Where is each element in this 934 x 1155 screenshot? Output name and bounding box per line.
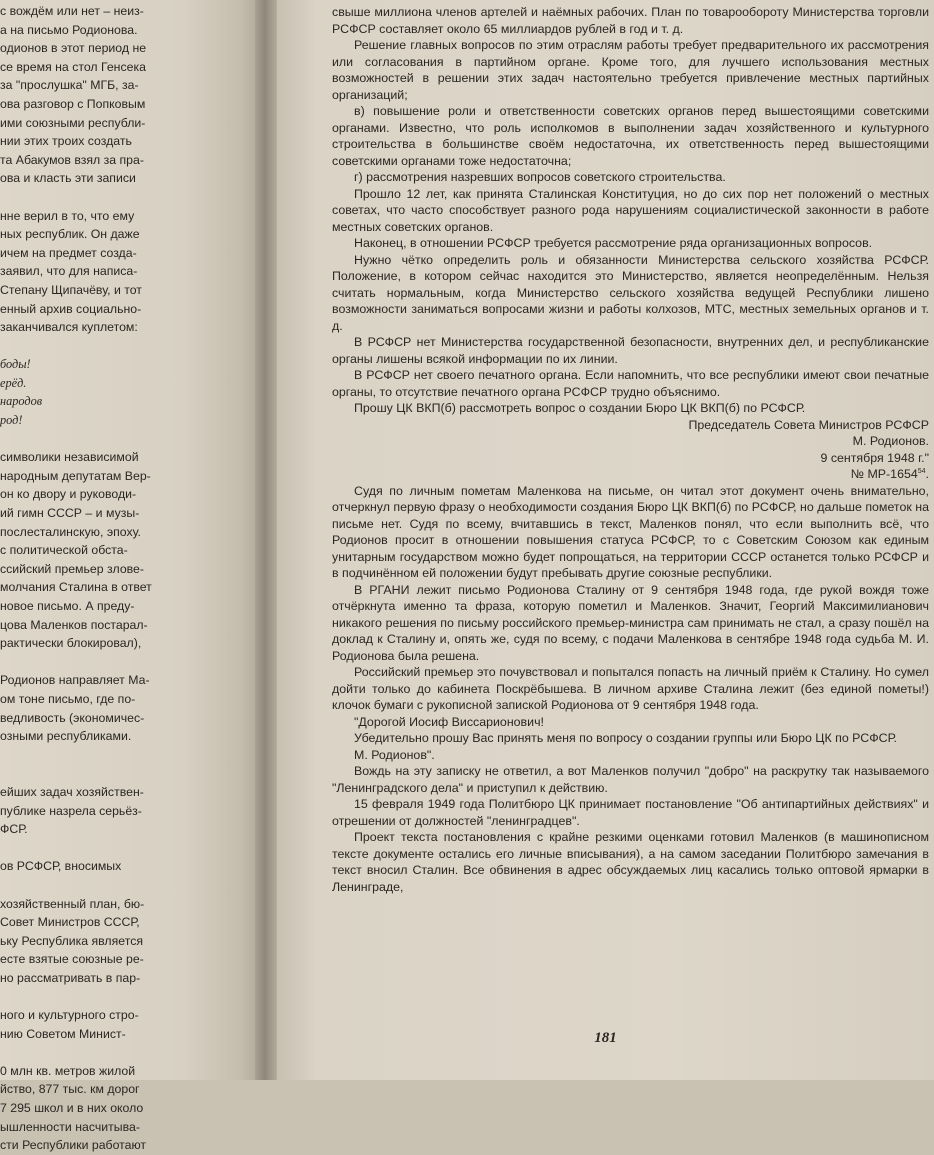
paragraph (332, 400, 929, 417)
paragraph (332, 483, 929, 582)
paragraph (332, 334, 929, 367)
paragraph-text: В РСФСР нет своего печатного органа. Если напомнить, что все республики имеют свои печатные органы, то отсутствие печатного органа РСФСР трудно объяснимо. (332, 368, 929, 399)
signature-line (332, 450, 929, 467)
left-page-line (0, 839, 258, 858)
left-page-line: се время на стол Генсека (0, 59, 146, 74)
left-page-line (0, 653, 258, 672)
paragraph (332, 763, 929, 796)
paragraph (332, 747, 929, 764)
left-page-line: он ко двору и руководи- (0, 487, 137, 502)
left-page-line (0, 987, 258, 1006)
left-page-line: с вождём или нет – неиз- (0, 4, 144, 18)
paragraph-text: М. Родионов". (354, 747, 435, 762)
paragraph (332, 714, 929, 731)
page-number: 181 (594, 1030, 617, 1046)
trailing-punctuation: . (925, 467, 929, 481)
left-page-text (0, 2, 258, 1155)
paragraph-text: В РГАНИ лежит письмо Родионова Сталину от 9 сентября 1948 года, где рукой вождя тоже отчёркнута именно та фраза, которую пометил и Маленков. Значит, Георгий Максимилианович никакого решения по письму российского премьер-министра сам принимать не стал, а сразу пошёл на доклад к Сталину и, опять же, судя по всему, с подачи Маленкова в сентябре 1948 года судьба М. И. Родионова была решена. (332, 582, 929, 663)
paragraph (332, 367, 929, 400)
left-page-line: нне верил в то, что ему (0, 208, 135, 223)
paragraph (332, 829, 929, 895)
paragraph (332, 582, 929, 665)
right-page (277, 0, 934, 1080)
left-page-line: но рассматривать в пар- (0, 970, 141, 985)
paragraph-text: М. Родионов. (852, 434, 929, 448)
left-page-line: ом тоне письмо, где по- (0, 691, 136, 706)
left-page-line (0, 188, 258, 207)
paragraph-text: "Дорогой Иосиф Виссарионович! (354, 714, 544, 729)
left-page-line: Совет Министров СССР, (0, 915, 140, 930)
left-page-line: ичем на предмет созда- (0, 245, 137, 260)
paragraph-text: Вождь на эту записку не ответил, а вот Маленков получил "добро" на раскрутку так называемого "Ленинградского дела" и приступил к действию. (332, 764, 929, 795)
left-page-line (0, 764, 258, 783)
left-page-line: послесталинскую, эпоху. (0, 524, 141, 539)
left-page-line: ейших задач хозяйствен- (0, 784, 144, 799)
paragraph-text: Прошло 12 лет, как принята Сталинская Конституция, но до сих пор нет положений о местных советах, что часто способствует разного рода нарушениям социалистической законности в работе местных советских органов. (332, 186, 929, 234)
left-page-line: публике назрела серьёз- (0, 803, 142, 818)
paragraph-text: Судя по личным пометам Маленкова на письме, он читал этот документ очень внимательно, отчеркнул первую фразу о необходимости создания Бюро ЦК ВКП(б) по РСФСР, но дальше пометок на письме нет. Судя по всему, вчитавшись в текст, Маленков понял, что если выполнить всё, что Родионов просит в отношении повышения статуса РСФСР, то с Советским Союзом как единым унитарным государством можно будет попрощаться, на территории СССР останется только РСФСР и в подчинённом ей положении будут пребывать другие союзные республики. (332, 483, 929, 580)
paragraph (332, 103, 929, 169)
left-page-line: есте взятые союзные ре- (0, 952, 144, 967)
paragraph-text: Прошу ЦК ВКП(б) рассмотреть вопрос о создании Бюро ЦК ВКП(б) по РСФСР. (354, 401, 806, 415)
left-page-line (0, 746, 258, 765)
footnote-marker: 54 (917, 467, 926, 475)
paragraph-text: Наконец, в отношении РСФСР требуется рассмотрение ряда организационных вопросов. (354, 236, 873, 250)
paragraph-text: В РСФСР нет Министерства государственной безопасности, внутренних дел, и республиканские органы лишены всякой информации по их линии. (332, 335, 929, 366)
left-page-line: хозяйственный план, бю- (0, 896, 145, 911)
left-page-line: ФСР. (0, 822, 28, 837)
book-gutter (255, 0, 277, 1080)
paragraph-text: в) повышение роли и ответственности советских органов перед вышестоящими советскими органами. Известно, что роль исполкомов в выполнении задач хозяйственного и культурного строительства в большинстве своём недостаточна, их ответственность перед вышестоящими советскими органами тоже недостаточна; (332, 104, 929, 168)
left-page-line: заявил, что для написа- (0, 264, 138, 279)
left-page-line: символики независимой (0, 450, 139, 465)
left-page-line: 7 295 школ и в них около (0, 1101, 144, 1116)
paragraph-text: Российский премьер это почувствовал и попытался попасть на личный приём к Сталину. Но сумел дойти только до кабинета Поскрёбышева. В личном архиве Сталина лежит (без единой пометы!) клочок бумаги с рукописной запиской Родионова от 9 сентября 1948 года. (332, 665, 929, 712)
paragraph (332, 796, 929, 829)
left-page-line: нию Советом Минист- (0, 1026, 126, 1041)
left-page-line: ий гимн СССР – и музы- (0, 506, 140, 521)
signature-line (332, 466, 929, 483)
paragraph (332, 37, 929, 103)
paragraph-text: Нужно чётко определить роль и обязанности Министерства сельского хозяйства РСФСР. Положение, в котором сейчас находится это Министерство, является неопределённым. Нельзя считать нормальным, когда Министерство сельского хозяйства ведущей Республики лишено возможности заниматься вопросами жизни и работы колхозов, МТС, местных земельных органов и т. д. (332, 252, 929, 333)
left-page-line: за "прослушка" МГБ, за- (0, 78, 139, 93)
left-page-line: ова разговор с Попковым (0, 96, 146, 111)
paragraph-text: свыше миллиона членов артелей и наёмных рабочих. План по товарообороту Министерства торговли РСФСР составляет около 65 миллиардов рублей в год и т. д. (332, 5, 929, 36)
left-page-line: новое письмо. А преду- (0, 599, 135, 613)
left-page-line: йство, 877 тыс. км дорог (0, 1082, 140, 1097)
paragraph (332, 235, 929, 252)
left-page-line: ова и класть эти записи (0, 171, 136, 186)
paragraph (332, 252, 929, 335)
left-page-line: молчания Сталина в ответ (0, 580, 152, 595)
left-page-line: цова Маленков постарал- (0, 617, 148, 632)
left-page-line: озными республиками. (0, 729, 132, 744)
left-page-line: одионов в этот период не (0, 41, 147, 56)
left-page-line: ими союзными республи- (0, 115, 146, 130)
paragraph (332, 169, 929, 186)
left-page-line: Родионов направляет Ма- (0, 673, 150, 688)
paragraph-text: Проект текста постановления с крайне резкими оценками готовил Маленков (в машинописном тексте документе остались его личные вписывания), а на самом заседании Политбюро замечания в текст вносил Сталин. Все обвинения в адрес обсуждаемых лиц касались только оптовой ярмарки в Ленинграде, (332, 830, 929, 894)
paragraph-text: Председатель Совета Министров РСФСР (688, 417, 929, 432)
left-page-line: ышленности насчитыва- (0, 1119, 140, 1134)
paragraph (332, 186, 929, 236)
paragraph-text: Решение главных вопросов по этим отраслям работы требует предварительного их рассмотрения или согласования в партийном органе. Кроме того, для лучшего использования местных возможностей в решении этих задач настоятельно требуется привлечение местных партийных организаций; (332, 38, 929, 102)
paragraph (332, 730, 929, 747)
left-page-line: род! (0, 413, 23, 428)
left-page (0, 0, 262, 1153)
signature-line (332, 417, 929, 434)
paragraph-text: 15 февраля 1949 года Политбюро ЦК принимает постановление "Об антипартийных действиях" и отрешении от должностей "ленинградцев". (332, 797, 929, 828)
left-page-line: Степану Щипачёву, и тот (0, 282, 142, 297)
left-page-line: с политической обста- (0, 543, 128, 558)
left-page-line: енный архив социально- (0, 301, 142, 316)
left-page-line: боды! (0, 357, 31, 372)
left-page-line: народов (0, 394, 43, 409)
left-page-line: нии этих троих создать (0, 134, 132, 149)
left-page-line: та Абакумов взял за пра- (0, 152, 144, 167)
left-page-line: заканчивался куплетом: (0, 320, 138, 335)
signature-line (332, 433, 929, 450)
paragraph-text: Убедительно прошу Вас принять меня по вопросу о создании группы или Бюро ЦК по РСФСР. (354, 731, 897, 745)
left-page-line: рактически блокировал), (0, 636, 142, 651)
paragraph-text: 9 сентября 1948 г." (820, 450, 929, 465)
left-page-line: ведливость (экономичес- (0, 710, 145, 725)
left-page-line: ного и культурного стро- (0, 1008, 139, 1023)
left-page-line: а на письмо Родионова. (0, 22, 138, 37)
left-page-line: народным депутатам Вер- (0, 468, 151, 483)
left-page-line: 0 млн кв. метров жилой (0, 1063, 136, 1078)
left-page-line: ссийский премьер злове- (0, 561, 144, 576)
left-page-line (0, 430, 258, 449)
left-page-line (0, 337, 258, 356)
left-page-line: ерёд. (0, 375, 27, 390)
paragraph-text: г) рассмотрения назревших вопросов советского строительства. (354, 170, 726, 184)
left-page-line: ных республик. Он даже (0, 227, 140, 242)
paragraph (332, 4, 929, 37)
paragraph (332, 664, 929, 714)
paragraph-text: № МР-1654 (850, 467, 918, 481)
right-page-text (332, 4, 929, 895)
left-page-line: ов РСФСР, вносимых (0, 859, 122, 874)
left-page-line (0, 1043, 258, 1062)
left-page-line: сти Республики работают (0, 1138, 147, 1153)
left-page-line: ьку Республика является (0, 933, 143, 948)
left-page-line (0, 876, 258, 895)
